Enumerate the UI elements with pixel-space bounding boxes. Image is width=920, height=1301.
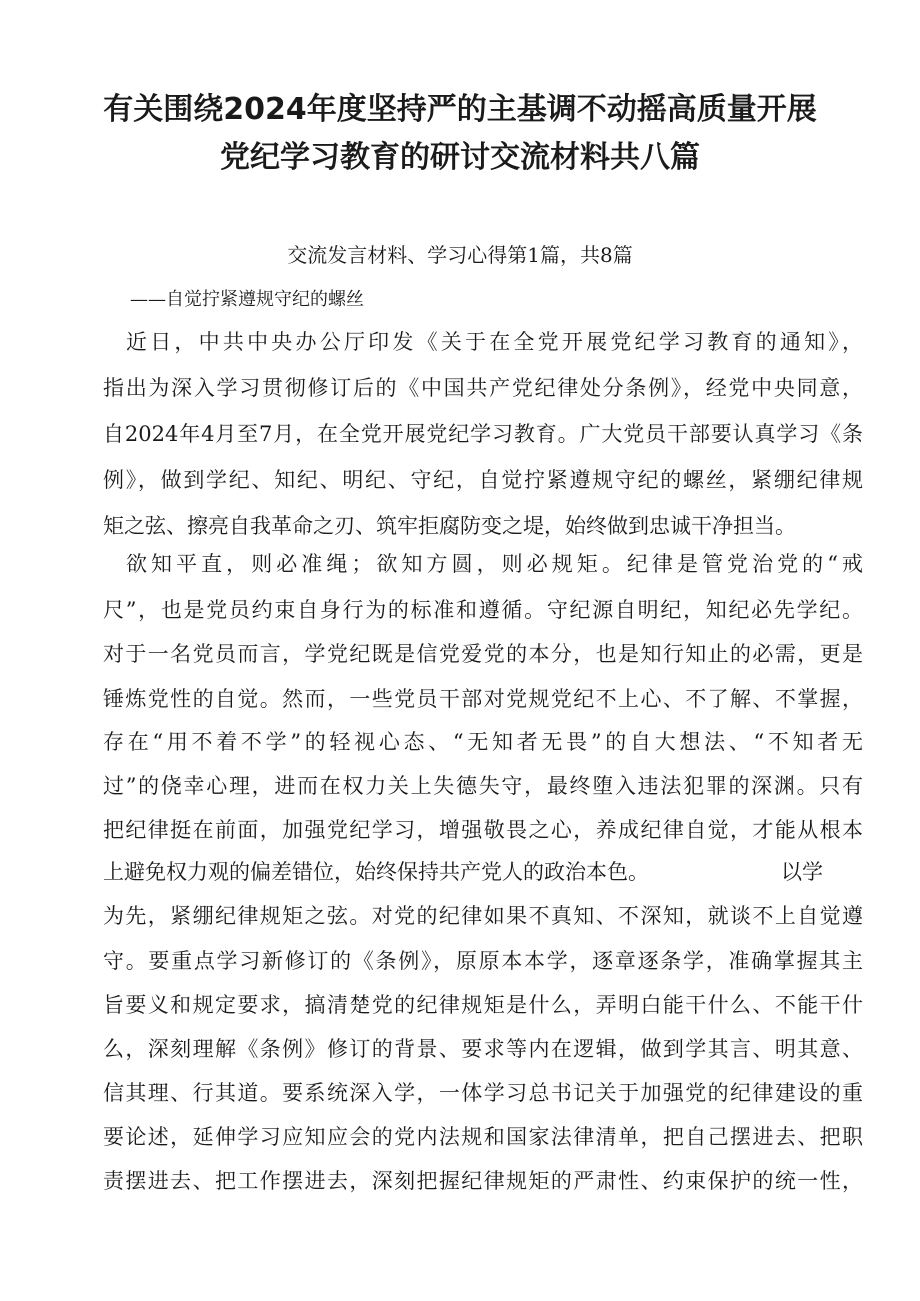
body-line: 存在“用不着不学”的轻视心态、“无知者无畏”的自大想法、“不知者无 [103,730,863,754]
body-line: 对于一名党员而言，学党纪既是信党爱党的本分，也是知行知止的必需，更是 [103,642,863,666]
document-title-line-1: 有关围绕2024年度坚持严的主基调不动摇高质量开展 [103,92,817,127]
body-line: 尺”，也是党员约束自身行为的标准和遵循。守纪源自明纪，知纪必先学纪。 [103,598,863,622]
body-line-segment: 上避免权力观的偏差错位，始终保持共产党人的政治本色。 [103,860,649,884]
body-line-split [103,857,863,887]
document-title-line-2: 党纪学习教育的研讨交流材料共八篇 [220,140,700,175]
body-line: 把纪律挺在前面，加强党纪学习，增强敬畏之心，养成纪律自觉，才能从根本 [103,818,863,842]
document-subtitle: 交流发言材料、学习心得第1篇，共8篇 [287,243,633,267]
body-line: 责摆进去、把工作摆进去，深刻把握纪律规矩的严肃性、约束保护的统一性， [103,1169,863,1193]
body-line: 自2024年4月至7月，在全党开展党纪学习教育。广大党员干部要认真学习《条 [103,422,863,446]
body-line: 要论述，延伸学习应知应会的党内法规和国家法律清单，把自己摆进去、把职 [103,1125,863,1149]
body-line: 近日，中共中央办公厅印发《关于在全党开展党纪学习教育的通知》， [126,330,863,354]
body-line: 锤炼党性的自觉。然而，一些党员干部对党规党纪不上心、不了解、不掌握， [103,687,863,711]
body-line-segment: 以学 [781,860,823,884]
document-tagline: ——自觉拧紧遵规守纪的螺丝 [130,289,364,310]
body-line: 信其理、行其道。要系统深入学，一体学习总书记关于加强党的纪律建设的重 [103,1081,863,1105]
body-line: 矩之弦、擦亮自我革命之刃、筑牢拒腐防变之堤，始终做到忠诚干净担当。 [103,514,796,538]
body-line: 么，深刻理解《条例》修订的背景、要求等内在逻辑，做到学其言、明其意、 [103,1037,863,1061]
body-line: 指出为深入学习贯彻修订后的《中国共产党纪律处分条例》，经党中央同意， [103,376,863,400]
body-line: 旨要义和规定要求，搞清楚党的纪律规矩是什么，弄明白能干什么、不能干什 [103,993,863,1017]
body-line: 过”的侥幸心理，进而在权力关上失德失守，最终堕入违法犯罪的深渊。只有 [103,774,863,798]
body-line: 例》，做到学纪、知纪、明纪、守纪，自觉拧紧遵规守纪的螺丝，紧绷纪律规 [103,468,863,492]
body-line: 为先，紧绷纪律规矩之弦。对党的纪律如果不真知、不深知，就谈不上自觉遵 [103,904,863,928]
body-line: 守。要重点学习新修订的《条例》，原原本本学，逐章逐条学，准确掌握其主 [103,949,863,973]
body-line: 欲知平直，则必准绳；欲知方圆，则必规矩。纪律是管党治党的“戒 [126,552,863,576]
